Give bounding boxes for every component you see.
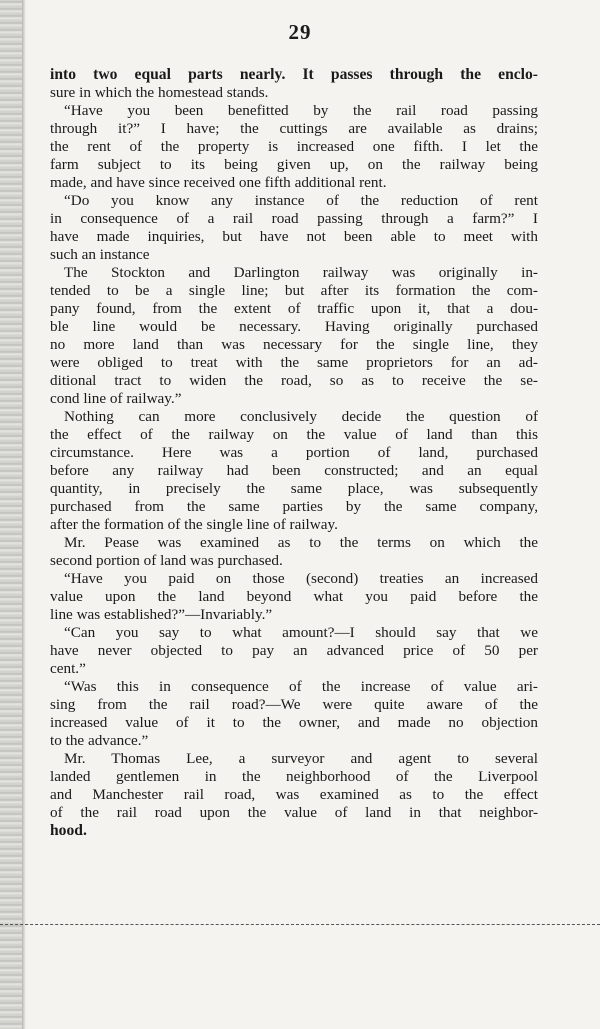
text-line: farm subject to its being given up, on the railway being xyxy=(50,156,538,173)
text-line: no more land than was necessary for the single line, they xyxy=(50,336,538,353)
text-line: before any railway had been constructed; and an equal xyxy=(50,462,538,479)
text-line: The Stockton and Darlington railway was originally in- xyxy=(64,264,538,281)
text-line: purchased from the same parties by the same company, xyxy=(50,498,538,515)
text-line: Mr. Pease was examined as to the terms on which the xyxy=(64,534,538,551)
text-line: cent.” xyxy=(50,660,86,677)
text-line: second portion of land was purchased. xyxy=(50,552,283,569)
text-line: the rent of the property is increased one fifth. I let the xyxy=(50,138,538,155)
text-line: circumstance. Here was a portion of land, purchased xyxy=(50,444,538,461)
text-line: increased value of it to the owner, and made no objection xyxy=(50,714,538,731)
text-line: “Do you know any instance of the reduction of rent xyxy=(64,192,538,209)
text-line: through it?” I have; the cuttings are available as drains; xyxy=(50,120,538,137)
text-line: Nothing can more conclusively decide the question of xyxy=(64,408,538,425)
text-line: have never objected to pay an advanced price of 50 per xyxy=(50,642,538,659)
text-line: were obliged to treat with the same proprietors for an ad- xyxy=(50,354,538,371)
body-text xyxy=(50,66,538,840)
text-line: landed gentlemen in the neighborhood of the Liverpool xyxy=(50,768,538,785)
text-line: sing from the rail road?—We were quite aware of the xyxy=(50,696,538,713)
text-line: in consequence of a rail road passing through a farm?” I xyxy=(50,210,538,227)
text-line: after the formation of the single line of railway. xyxy=(50,516,338,533)
torn-edge-line xyxy=(0,924,600,925)
text-line: “Can you say to what amount?—I should say that we xyxy=(64,624,538,641)
text-line: cond line of railway.” xyxy=(50,390,182,407)
text-line: value upon the land beyond what you paid before the xyxy=(50,588,538,605)
text-line: ditional tract to widen the road, so as to receive the se- xyxy=(50,372,538,389)
page-number: 29 xyxy=(288,20,312,44)
text-line: “Have you paid on those (second) treaties an increased xyxy=(64,570,538,587)
text-line: “Have you been benefitted by the rail road passing xyxy=(64,102,538,119)
text-line: hood. xyxy=(50,822,87,839)
text-line: have made inquiries, but have not been able to meet with xyxy=(50,228,538,245)
text-line: such an instance xyxy=(50,246,150,263)
text-line: ble line would be necessary. Having originally purchased xyxy=(50,318,538,335)
text-line: tended to be a single line; but after its formation the com- xyxy=(50,282,538,299)
text-line: sure in which the homestead stands. xyxy=(50,84,269,101)
text-line: of the rail road upon the value of land in that neighbor- xyxy=(50,804,538,821)
text-line: Mr. Thomas Lee, a surveyor and agent to several xyxy=(64,750,538,767)
text-line: into two equal parts nearly. It passes through the enclo- xyxy=(50,66,538,83)
text-line: made, and have since received one fifth additional rent. xyxy=(50,174,387,191)
text-line: line was established?”—Invariably.” xyxy=(50,606,273,623)
text-line: quantity, in precisely the same place, was subsequently xyxy=(50,480,538,497)
binding-edge xyxy=(0,0,22,1029)
text-line: the effect of the railway on the value of land than this xyxy=(50,426,538,443)
text-line: “Was this in consequence of the increase of value ari- xyxy=(64,678,538,695)
text-line: pany found, from the extent of traffic upon it, that a dou- xyxy=(50,300,538,317)
text-line: to the advance.” xyxy=(50,732,149,749)
text-line: and Manchester rail road, was examined as to the effect xyxy=(50,786,538,803)
